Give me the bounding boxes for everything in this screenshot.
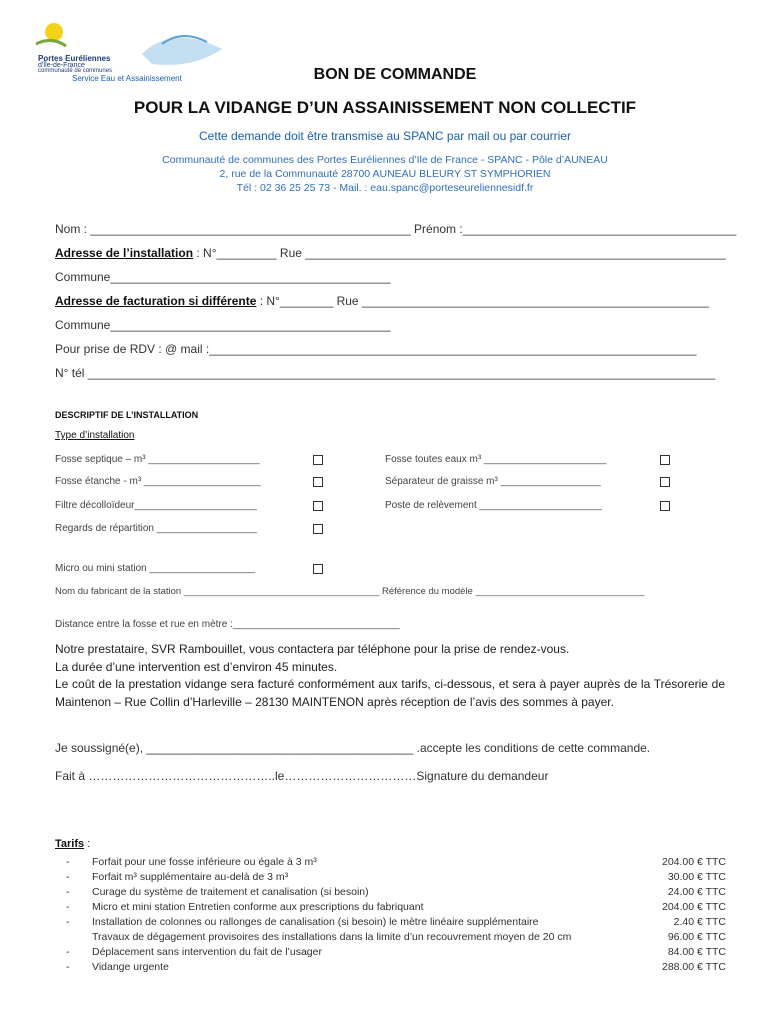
org-name: Portes Euréliennes: [38, 54, 111, 63]
item-fosse-septique: Fosse septique – m³ ____________________: [55, 454, 260, 465]
org-subname: d'Île-de-France: [38, 62, 85, 69]
tarif-row: [66, 856, 726, 870]
address-line2: 2, rue de la Communauté 28700 AUNEAU BLEURY ST SYMPHORIEN: [219, 168, 551, 180]
title-line2: POUR LA VIDANGE D’UN ASSAINISSEMENT NON COLLECTIF: [133, 98, 637, 117]
info-paragraph: [55, 641, 725, 711]
checkbox-filtre-decolloideur[interactable]: [313, 501, 323, 511]
tarif-label: Forfait pour une fosse inférieure ou égale à 3 m³: [92, 856, 317, 868]
address-line3: Tél : 02 36 25 25 73 - Mail. : eau.spanc@porteseureliennesidf.fr: [236, 182, 534, 194]
tarif-bullet: -: [66, 901, 70, 913]
field-adresse-installation[interactable]: Adresse de l’installation : N°_________ Rue _______________________________________________________________: [55, 246, 726, 260]
tarif-price: 84.00 € TTC: [667, 946, 726, 958]
item-regards-repartition: Regards de répartition __________________: [55, 523, 257, 534]
item-poste-relevement: Poste de relèvement ______________________: [385, 500, 602, 511]
field-distance[interactable]: Distance entre la fosse et rue en mètre :______________________________: [55, 619, 400, 630]
tarif-row: [66, 961, 726, 975]
checkbox-regards-repartition[interactable]: [313, 524, 323, 534]
checkbox-fosse-etanche[interactable]: [313, 477, 323, 487]
field-commune-1[interactable]: Commune__________________________________________: [55, 270, 391, 284]
tarif-bullet: -: [66, 916, 70, 928]
tarif-bullet: -: [66, 946, 70, 958]
tarif-row: [66, 901, 726, 915]
tarif-label: Travaux de dégagement provisoires des installations dans la limite d’un recouvrement moyen de 20 cm: [92, 931, 572, 943]
field-soussigne[interactable]: Je soussigné(e), ________________________________________ .accepte les conditions de cette commande.: [55, 741, 651, 755]
tarif-label: Vidange urgente: [92, 961, 169, 973]
address-line1: Communauté de communes des Portes Euréliennes d’Ile de France - SPANC - Pôle d’AUNEAU: [162, 154, 608, 166]
item-filtre-decolloideur: Filtre décolloïdeur______________________: [55, 500, 257, 511]
tarif-price: 204.00 € TTC: [661, 856, 726, 868]
tarif-price: 204.00 € TTC: [661, 901, 726, 913]
label-adresse-facturation: Adresse de facturation si différente: [55, 294, 257, 308]
field-commune-2[interactable]: Commune__________________________________________: [55, 318, 391, 332]
tarif-label: Curage du système de traitement et canalisation (si besoin): [92, 886, 369, 898]
field-fabricant-reference[interactable]: Nom du fabricant de la station _____________________________________ Référence du modèle ________________________________: [55, 586, 645, 597]
tarif-bullet: -: [66, 856, 70, 868]
subtitle: Cette demande doit être transmise au SPANC par mail ou par courrier: [199, 129, 571, 143]
tarif-price: 30.00 € TTC: [667, 871, 726, 883]
field-adresse-facturation[interactable]: Adresse de facturation si différente : N°________ Rue ____________________________________________________: [55, 294, 709, 308]
tarif-label: Forfait m³ supplémentaire au-delà de 3 m³: [92, 871, 289, 883]
field-rdv-mail[interactable]: Pour prise de RDV : @ mail :_________________________________________________________________________: [55, 342, 697, 356]
section-descriptif: DESCRIPTIF DE L’INSTALLATION: [55, 410, 199, 420]
tarif-price: 2.40 € TTC: [673, 916, 726, 928]
item-fosse-toutes-eaux: Fosse toutes eaux m³ ______________________: [385, 454, 607, 465]
tarif-bullet: -: [66, 886, 70, 898]
tarif-row: [66, 886, 726, 900]
checkbox-micro-station[interactable]: [313, 564, 323, 574]
tarif-row: [66, 931, 726, 945]
info-line3: Le coût de la prestation vidange sera facturé conformément aux tarifs, ci-dessous, et sera à payer auprès de la Trésorerie de Maintenon – Rue Collin d’Harleville – 28130 MAINTENON après réception de l’avis des sommes à payer.: [55, 677, 725, 709]
checkbox-poste-relevement[interactable]: [660, 501, 670, 511]
title-line1: BON DE COMMANDE: [313, 66, 477, 83]
tarif-price: 96.00 € TTC: [667, 931, 726, 943]
item-fosse-etanche: Fosse étanche - m³ _____________________: [55, 476, 261, 487]
checkbox-fosse-toutes-eaux[interactable]: [660, 455, 670, 465]
tarif-row: [66, 916, 726, 930]
tarif-bullet: -: [66, 961, 70, 973]
field-telephone[interactable]: N° tél ______________________________________________________________________________________________: [55, 366, 716, 380]
tarif-row: [66, 871, 726, 885]
org-type: communauté de communes: [38, 68, 113, 74]
info-line2: La durée d’une intervention est d’environ 45 minutes.: [55, 659, 338, 674]
tarif-label: Micro et mini station Entretien conforme aux prescriptions du fabriquant: [92, 901, 424, 913]
tarifs-title: Tarifs :: [55, 838, 91, 850]
type-installation-label: Type d’installation: [55, 430, 135, 441]
field-fait-signature[interactable]: Fait à ………………………………………..le……………………………Signature du demandeur: [55, 769, 549, 783]
label-adresse-installation: Adresse de l’installation: [55, 246, 194, 260]
tarif-price: 24.00 € TTC: [667, 886, 726, 898]
tarif-label: Déplacement sans intervention du fait de l’usager: [92, 946, 322, 958]
tarif-price: 288.00 € TTC: [661, 961, 726, 973]
service-name: Service Eau et Assainissement: [72, 74, 182, 83]
tarif-label: Installation de colonnes ou rallonges de canalisation (si besoin) le mètre linéaire supplémentaire: [92, 916, 539, 928]
item-micro-station: Micro ou mini station ___________________: [55, 563, 256, 574]
tarif-bullet: -: [66, 871, 70, 883]
checkbox-fosse-septique[interactable]: [313, 455, 323, 465]
info-line1: Notre prestataire, SVR Rambouillet, vous contactera par téléphone pour la prise de rendez-vous.: [55, 642, 570, 656]
item-separateur-graisse: Séparateur de graisse m³ __________________: [385, 476, 601, 487]
tarif-row: [66, 946, 726, 960]
checkbox-separateur-graisse[interactable]: [660, 477, 670, 487]
field-nom-prenom[interactable]: Nom : ________________________________________________ Prénom :_________________________________________: [55, 222, 737, 236]
